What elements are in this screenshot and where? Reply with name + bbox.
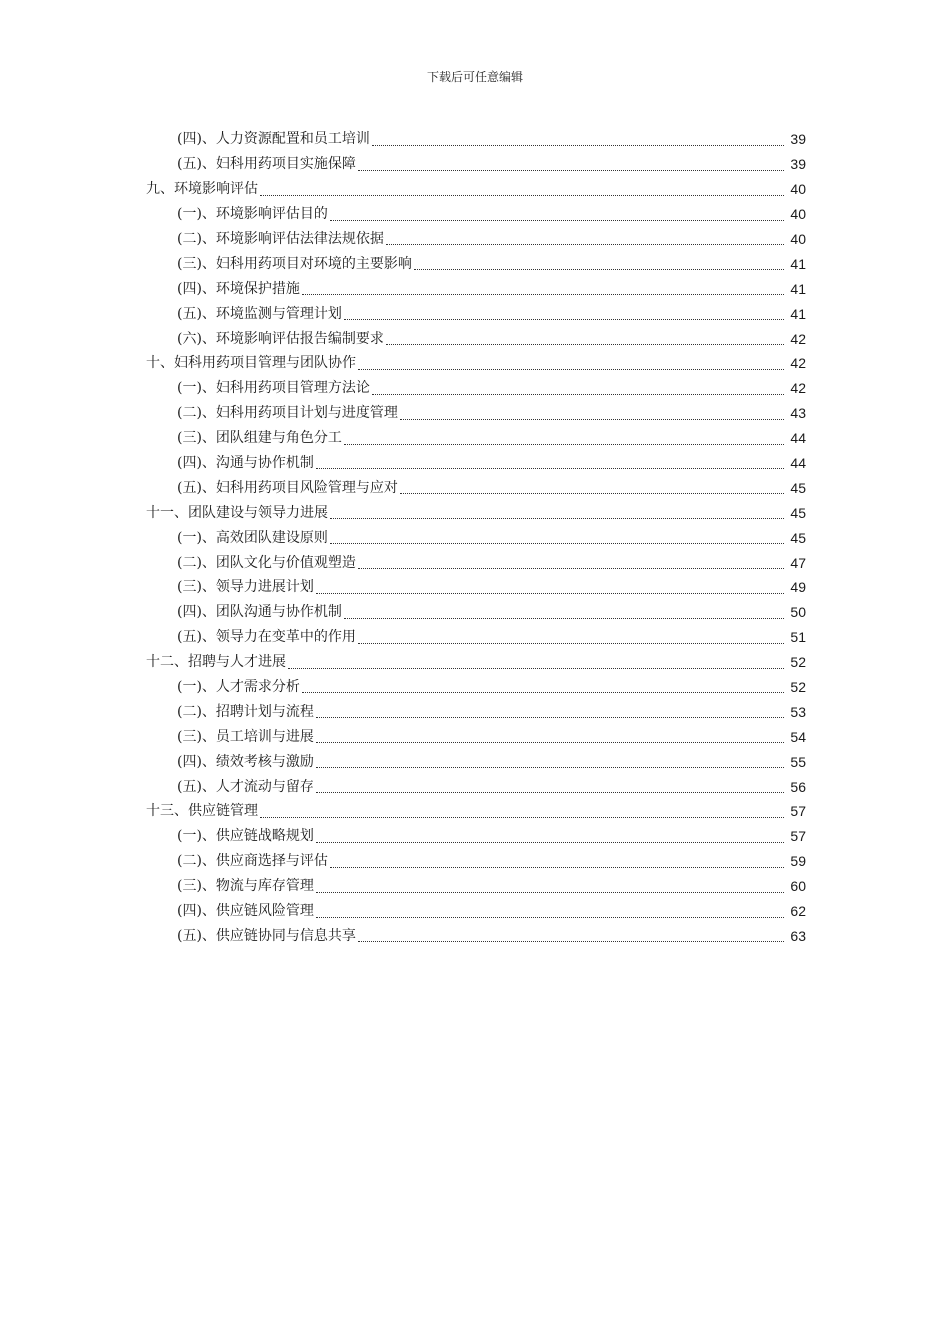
toc-entry[interactable] [0, 227, 950, 252]
toc-entry[interactable] [0, 874, 950, 899]
toc-entry-page-number: 57 [790, 828, 806, 845]
toc-entry-title: (五)、人才流动与留存 [177, 778, 314, 795]
toc-entry-title: (四)、沟通与协作机制 [177, 455, 314, 472]
toc-entry-title: (四)、供应链风险管理 [177, 903, 314, 920]
table-of-contents [0, 127, 950, 948]
toc-entry-page-number: 56 [790, 778, 806, 795]
toc-dot-leader [414, 268, 784, 270]
toc-entry[interactable] [0, 475, 950, 500]
toc-dot-leader [316, 841, 784, 843]
toc-entry-page-number: 39 [790, 131, 806, 148]
toc-dot-leader [358, 940, 784, 942]
toc-entry-title: 十一、团队建设与领导力进展 [146, 504, 328, 521]
toc-entry[interactable] [0, 899, 950, 924]
toc-entry-title: (三)、领导力进展计划 [177, 579, 314, 596]
toc-entry[interactable] [0, 824, 950, 849]
toc-entry[interactable] [0, 401, 950, 426]
toc-dot-leader [358, 567, 784, 569]
toc-entry-page-number: 51 [790, 629, 806, 646]
toc-entry-title: (一)、人才需求分析 [177, 679, 300, 696]
toc-entry[interactable] [0, 799, 950, 824]
toc-dot-leader [358, 368, 784, 370]
toc-dot-leader [358, 169, 784, 171]
toc-entry-title: (三)、妇科用药项目对环境的主要影响 [177, 255, 412, 272]
toc-dot-leader [344, 443, 784, 445]
toc-dot-leader [316, 741, 784, 743]
toc-entry-title: (二)、妇科用药项目计划与进度管理 [177, 405, 398, 422]
toc-entry-page-number: 44 [790, 430, 806, 447]
toc-entry-title: (一)、供应链战略规划 [177, 828, 314, 845]
toc-entry[interactable] [0, 127, 950, 152]
toc-entry-page-number: 55 [790, 753, 806, 770]
toc-entry-title: 十二、招聘与人才进展 [146, 654, 286, 671]
toc-entry-page-number: 59 [790, 853, 806, 870]
toc-entry-page-number: 52 [790, 679, 806, 696]
toc-entry-title: 九、环境影响评估 [146, 181, 258, 198]
toc-entry[interactable] [0, 749, 950, 774]
toc-entry-page-number: 44 [790, 455, 806, 472]
toc-dot-leader [330, 542, 784, 544]
toc-entry[interactable] [0, 326, 950, 351]
toc-dot-leader [344, 617, 784, 619]
toc-entry-title: (四)、环境保护措施 [177, 280, 300, 297]
toc-dot-leader [316, 916, 784, 918]
toc-entry-page-number: 42 [790, 330, 806, 347]
toc-entry-page-number: 42 [790, 380, 806, 397]
toc-entry[interactable] [0, 575, 950, 600]
toc-entry-page-number: 39 [790, 156, 806, 173]
toc-entry-page-number: 62 [790, 903, 806, 920]
toc-entry-page-number: 41 [790, 280, 806, 297]
toc-dot-leader [302, 691, 784, 693]
toc-entry-title: (四)、绩效考核与激励 [177, 753, 314, 770]
toc-entry-page-number: 57 [790, 803, 806, 820]
toc-dot-leader [330, 517, 784, 519]
toc-dot-leader [386, 343, 784, 345]
toc-entry-page-number: 40 [790, 206, 806, 223]
toc-entry[interactable] [0, 426, 950, 451]
toc-dot-leader [400, 492, 784, 494]
toc-entry-title: (三)、物流与库存管理 [177, 878, 314, 895]
toc-entry[interactable] [0, 849, 950, 874]
toc-entry-title: (三)、员工培训与进展 [177, 728, 314, 745]
toc-entry[interactable] [0, 276, 950, 301]
toc-entry-page-number: 41 [790, 255, 806, 272]
toc-entry[interactable] [0, 924, 950, 949]
toc-entry-title: (五)、妇科用药项目风险管理与应对 [177, 479, 398, 496]
toc-dot-leader [372, 144, 784, 146]
toc-entry[interactable] [0, 699, 950, 724]
toc-entry-page-number: 45 [790, 479, 806, 496]
toc-entry-title: (四)、人力资源配置和员工培训 [177, 131, 370, 148]
toc-dot-leader [330, 866, 784, 868]
toc-entry-title: (一)、环境影响评估目的 [177, 206, 328, 223]
toc-entry-title: (四)、团队沟通与协作机制 [177, 604, 342, 621]
toc-entry[interactable] [0, 675, 950, 700]
toc-entry-title: (一)、妇科用药项目管理方法论 [177, 380, 370, 397]
toc-entry[interactable] [0, 600, 950, 625]
toc-entry[interactable] [0, 451, 950, 476]
toc-entry-page-number: 45 [790, 529, 806, 546]
toc-entry[interactable] [0, 525, 950, 550]
toc-entry-page-number: 53 [790, 703, 806, 720]
toc-dot-leader [386, 243, 784, 245]
toc-entry-page-number: 49 [790, 579, 806, 596]
toc-dot-leader [316, 467, 784, 469]
toc-entry[interactable] [0, 650, 950, 675]
toc-entry-page-number: 47 [790, 554, 806, 571]
toc-entry[interactable] [0, 301, 950, 326]
toc-entry-title: (五)、供应链协同与信息共享 [177, 927, 356, 944]
toc-entry-title: (二)、招聘计划与流程 [177, 703, 314, 720]
toc-entry-title: (二)、环境影响评估法律法规依据 [177, 231, 384, 247]
toc-dot-leader [316, 592, 784, 594]
toc-entry[interactable] [0, 550, 950, 575]
toc-dot-leader [372, 393, 784, 395]
toc-entry[interactable] [0, 724, 950, 749]
toc-entry-page-number: 52 [790, 654, 806, 671]
toc-entry-page-number: 60 [790, 878, 806, 895]
toc-entry-title: (三)、团队组建与角色分工 [177, 430, 342, 447]
toc-entry-title: 十、妇科用药项目管理与团队协作 [146, 355, 356, 372]
toc-entry-title: (一)、高效团队建设原则 [177, 529, 328, 546]
toc-entry-title: (五)、妇科用药项目实施保障 [177, 156, 356, 173]
toc-entry-page-number: 42 [790, 355, 806, 372]
toc-entry[interactable] [0, 152, 950, 177]
toc-dot-leader [316, 891, 784, 893]
toc-dot-leader [330, 219, 784, 221]
toc-entry[interactable] [0, 376, 950, 401]
toc-dot-leader [302, 293, 784, 295]
toc-entry[interactable] [0, 202, 950, 227]
toc-dot-leader [260, 816, 784, 818]
toc-entry-title: (五)、领导力在变革中的作用 [177, 629, 356, 646]
toc-entry-title: (五)、环境监测与管理计划 [177, 305, 342, 322]
toc-entry-title: 十三、供应链管理 [146, 803, 258, 820]
toc-entry-page-number: 50 [790, 604, 806, 621]
toc-entry-title: (六)、环境影响评估报告编制要求 [177, 330, 384, 347]
toc-dot-leader [400, 418, 784, 420]
toc-entry[interactable] [0, 177, 950, 202]
toc-entry-title: (二)、供应商选择与评估 [177, 853, 328, 870]
toc-dot-leader [260, 194, 784, 196]
toc-entry-page-number: 43 [790, 405, 806, 422]
toc-entry-page-number: 40 [790, 181, 806, 198]
toc-dot-leader [316, 791, 784, 793]
toc-entry[interactable] [0, 625, 950, 650]
page-header: 下载后可任意编辑 [426, 70, 523, 84]
toc-dot-leader [316, 716, 784, 718]
toc-entry-page-number: 45 [790, 504, 806, 521]
toc-entry[interactable] [0, 251, 950, 276]
toc-entry[interactable] [0, 351, 950, 376]
toc-entry-title: (二)、团队文化与价值观塑造 [177, 554, 356, 571]
toc-entry[interactable] [0, 500, 950, 525]
toc-entry-page-number: 54 [790, 728, 806, 745]
toc-dot-leader [288, 667, 784, 669]
toc-dot-leader [316, 766, 784, 768]
toc-entry-page-number: 40 [790, 231, 806, 247]
toc-dot-leader [358, 642, 784, 644]
toc-entry[interactable] [0, 774, 950, 799]
toc-dot-leader [344, 318, 784, 320]
toc-entry-page-number: 41 [790, 305, 806, 322]
toc-entry-page-number: 63 [790, 927, 806, 944]
